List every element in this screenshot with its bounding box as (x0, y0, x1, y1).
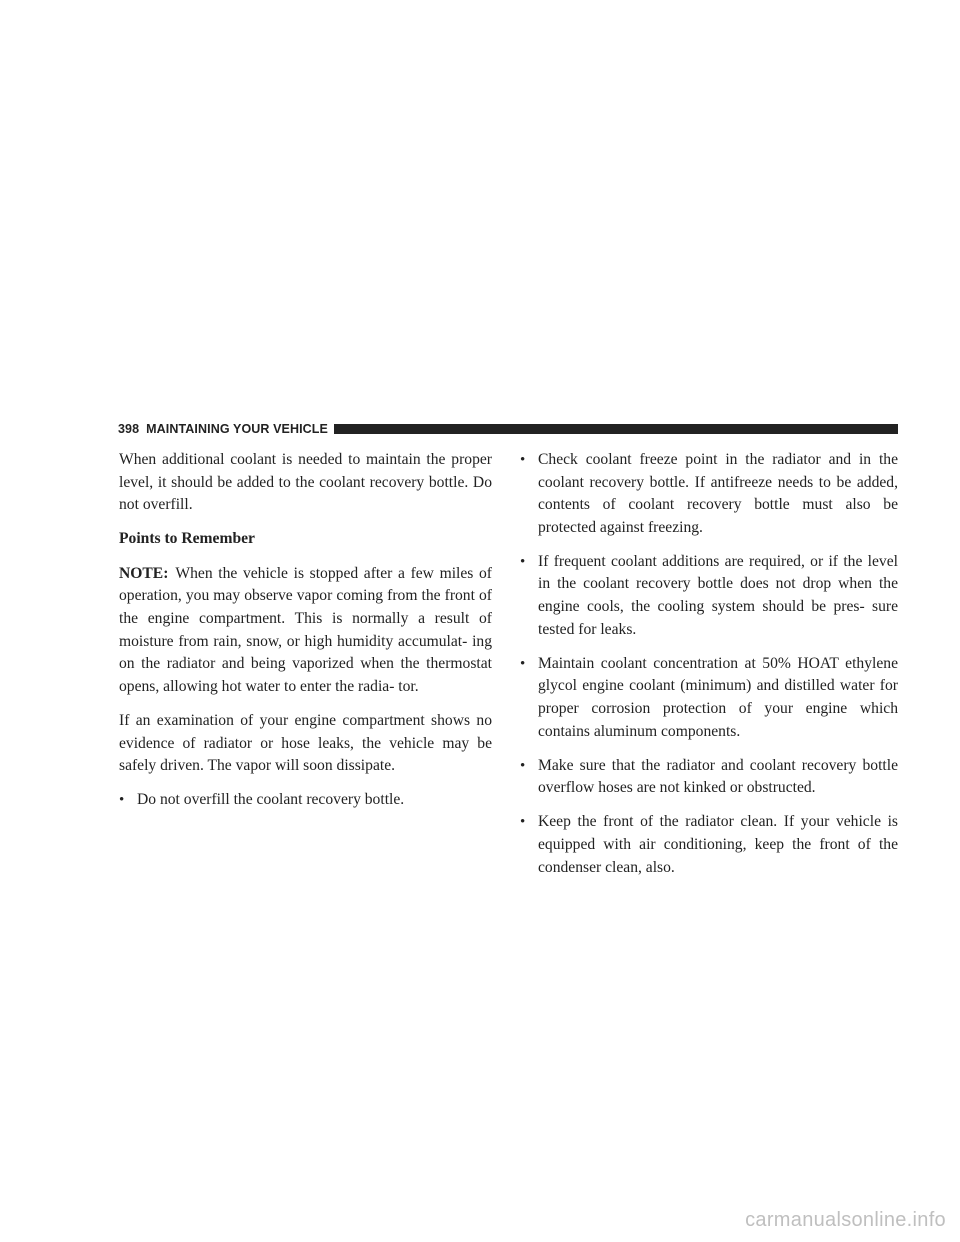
list-item (520, 551, 898, 641)
left-column (119, 449, 492, 823)
coolant-intro-paragraph: When additional coolant is needed to maintain the proper level, it should be added to the coolant recovery bottle. Do not overfill. (119, 451, 492, 514)
watermark-link[interactable]: carmanualsonline.info (745, 1209, 946, 1231)
list-item (520, 811, 898, 879)
list-item-text: Make sure that the radiator and coolant recovery bottle overflow hoses are not kinked or obstructed. (538, 756, 898, 797)
bullet-icon: • (520, 757, 526, 774)
list-item-text: Check coolant freeze point in the radiator and in the coolant recovery bottle. If antifreeze needs to be added, contents of coolant recovery bottle must also be protected against freezing. (538, 451, 898, 536)
note-text: When the vehicle is stopped after a few miles of operation, you may observe vapor coming from the front of the engine compartment. This is normally a result of moisture from rain, snow, or high humidity accumulat- ing on the radiator and being vaporized when the thermostat opens, allowing hot water to enter the radia- tor. (119, 564, 492, 695)
section-title: MAINTAINING YOUR VEHICLE (146, 422, 328, 436)
list-item-text: Maintain coolant concentration at 50% HOAT ethylene glycol engine coolant (minimum) and distilled water for proper corrosion protection of your engine which contains aluminum components. (538, 654, 898, 740)
list-item (119, 789, 492, 812)
right-column (520, 449, 898, 891)
header-rule (334, 424, 898, 434)
note-paragraph (119, 563, 492, 699)
points-to-remember-heading: Points to Remember (119, 530, 255, 548)
note-label: NOTE: (119, 564, 169, 582)
bullet-icon: • (520, 814, 526, 831)
page-header (118, 421, 898, 437)
bullet-icon: • (520, 553, 526, 570)
list-item-text: Keep the front of the radiator clean. If your vehicle is equipped with air conditioning, keep the front of the condenser clean, also. (538, 813, 898, 876)
page-number: 398 (118, 422, 140, 436)
list-item-text: Do not overfill the coolant recovery bottle. (137, 791, 405, 809)
bullet-icon: • (520, 655, 526, 672)
list-item-text: If frequent coolant additions are required, or if the level in the coolant recovery bottle does not drop when the engine cools, the cooling system should be pres- sure tested for leaks. (538, 552, 898, 638)
list-item (520, 449, 898, 539)
bullet-icon: • (520, 452, 526, 468)
bullet-icon: • (119, 792, 125, 809)
list-item (520, 755, 898, 800)
vapor-paragraph: If an examination of your engine compartment shows no evidence of radiator or hose leaks, the vehicle may be safely driven. The vapor will soon dissipate. (119, 711, 492, 775)
list-item (520, 653, 898, 743)
